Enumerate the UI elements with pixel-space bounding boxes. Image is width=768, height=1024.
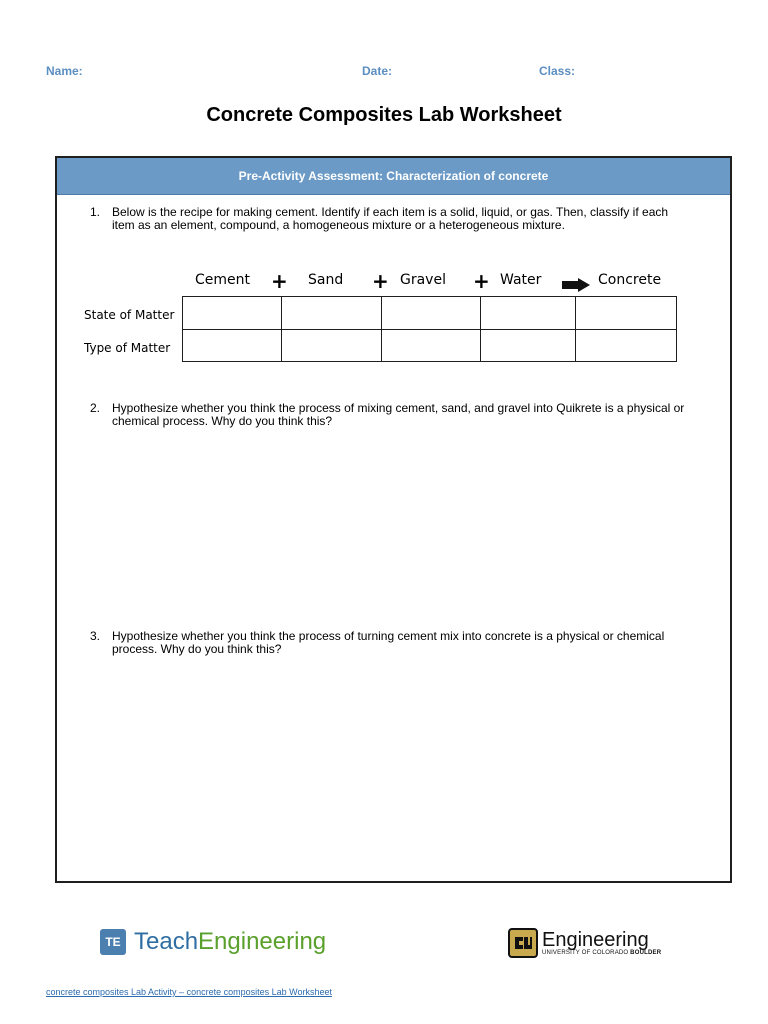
row-label-type: Type of Matter <box>84 341 171 355</box>
assessment-box <box>55 156 732 883</box>
question-number: 2. <box>90 401 101 415</box>
matter-table <box>182 296 677 362</box>
plus-sign: + <box>372 269 389 293</box>
plus-sign: + <box>271 269 288 293</box>
answer-cell[interactable] <box>183 297 282 330</box>
section-heading: Pre-Activity Assessment: Characterization of concrete <box>57 158 730 195</box>
plus-sign: + <box>473 269 490 293</box>
row-label-state: State of Matter <box>84 308 175 322</box>
question-number: 1. <box>90 205 101 219</box>
answer-cell[interactable] <box>282 297 381 330</box>
class-label: Class: <box>539 64 576 78</box>
date-label: Date: <box>362 64 393 78</box>
question-text: Below is the recipe for making cement. Identify if each item is a solid, liquid, or gas. Then, classify if each item as an element, compound, a homogeneous mixture or a heterogeneous mixture. <box>112 205 669 232</box>
answer-cell[interactable] <box>183 329 282 362</box>
answer-cell[interactable] <box>481 297 575 330</box>
answer-cell[interactable] <box>575 297 676 330</box>
answer-cell[interactable] <box>381 329 480 362</box>
te-badge-icon: TE <box>100 929 126 955</box>
cu-subtitle: UNIVERSITY OF COLORADO BOULDER <box>542 950 662 956</box>
equation-item-gravel: Gravel <box>400 272 446 288</box>
equation-item-concrete: Concrete <box>598 272 662 288</box>
cu-badge-icon <box>508 928 538 958</box>
table-row <box>183 329 677 362</box>
equation-item-sand: Sand <box>308 272 344 288</box>
cu-engineering-logo <box>508 928 661 958</box>
footer-link[interactable]: concrete composites Lab Activity – concrete composites Lab Worksheet <box>46 987 332 997</box>
name-label: Name: <box>46 64 83 78</box>
equation-item-water: Water <box>500 272 542 288</box>
question-text: Hypothesize whether you think the process of turning cement mix into concrete is a physical or chemical process. Why do you think this? <box>112 629 665 656</box>
page-title: Concrete Composites Lab Worksheet <box>206 104 562 126</box>
question-number: 3. <box>90 629 101 643</box>
teachengineering-wordmark: TeachEngineering <box>134 928 327 955</box>
equation-item-cement: Cement <box>195 272 251 288</box>
answer-cell[interactable] <box>575 329 676 362</box>
answer-cell[interactable] <box>282 329 381 362</box>
cu-engineering-title: Engineering <box>542 929 649 951</box>
question-text: Hypothesize whether you think the process of mixing cement, sand, and gravel into Quikrete is a physical or chemical process. Why do you think this? <box>112 401 685 428</box>
teachengineering-logo <box>100 928 326 956</box>
answer-cell[interactable] <box>381 297 480 330</box>
right-arrow-icon <box>562 278 590 292</box>
table-row <box>183 297 677 330</box>
answer-cell[interactable] <box>481 329 575 362</box>
